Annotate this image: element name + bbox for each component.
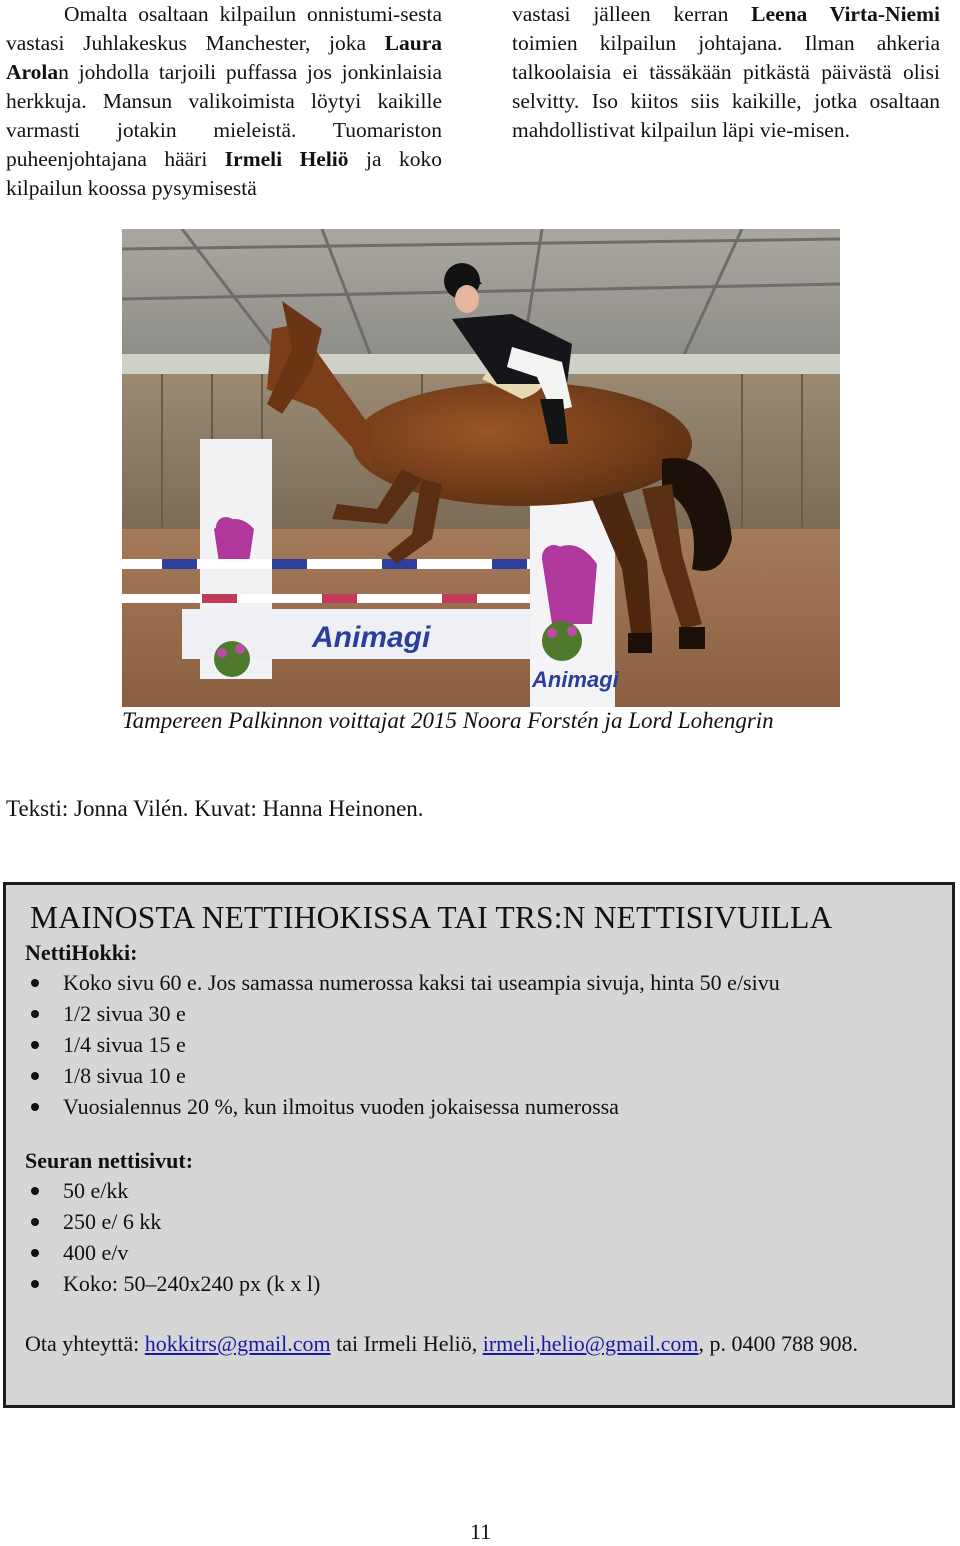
contact-middle: tai Irmeli Heliö, bbox=[330, 1331, 483, 1356]
person-name-laura-arola: Laura Arola bbox=[6, 31, 442, 84]
contact-phone: , p. 0400 788 908. bbox=[698, 1331, 859, 1356]
person-name-irmeli-helio: Irmeli Heliö bbox=[224, 147, 349, 171]
list-item-text: Vuosialennus 20 %, kun ilmoitus vuoden jokaisessa numerossa bbox=[63, 1094, 619, 1119]
text-run: toimien kilpailun johtajana. Ilman ahkeria talkoolaisia ei tässäkään pitkästä päivästä olisi selvitty. Iso kiitos siis kaikille, jotka osaltaan mahdollistivat kilpailun läpi vie-misen. bbox=[512, 31, 940, 142]
article-column-right bbox=[512, 0, 940, 145]
bullet-icon bbox=[31, 1280, 39, 1288]
list-item-text: 1/4 sivua 15 e bbox=[63, 1032, 186, 1057]
article-column-left bbox=[6, 0, 442, 203]
bullet-icon bbox=[31, 979, 39, 987]
list-item-text: 250 e/ 6 kk bbox=[63, 1209, 162, 1234]
photo-caption: Tampereen Palkinnon voittajat 2015 Noora Forstén ja Lord Lohengrin bbox=[122, 708, 774, 733]
nettihokki-price-list bbox=[25, 967, 780, 1122]
page-number: 11 bbox=[470, 1519, 492, 1544]
bullet-icon bbox=[31, 1103, 39, 1111]
article-paragraph-right bbox=[512, 0, 940, 145]
list-item bbox=[25, 998, 780, 1029]
bullet-icon bbox=[31, 1010, 39, 1018]
seura-heading: Seuran nettisivut: bbox=[25, 1148, 194, 1173]
bullet-icon bbox=[31, 1187, 39, 1195]
list-item bbox=[25, 967, 780, 998]
contact-info bbox=[25, 1329, 925, 1359]
svg-text:Animagi: Animagi bbox=[312, 621, 431, 654]
article-paragraph-left bbox=[6, 0, 442, 203]
contact-prefix: Ota yhteyttä: bbox=[25, 1331, 145, 1356]
list-item bbox=[25, 1206, 320, 1237]
list-item bbox=[25, 1091, 780, 1122]
list-item-text: 1/2 sivua 30 e bbox=[63, 1001, 186, 1026]
list-item bbox=[25, 1237, 320, 1268]
list-item-text: 50 e/kk bbox=[63, 1178, 129, 1203]
bullet-icon bbox=[31, 1218, 39, 1226]
advertising-info-box bbox=[3, 882, 955, 1408]
list-item-text: 1/8 sivua 10 e bbox=[63, 1063, 186, 1088]
person-name-leena-virta-niemi: Leena Virta-Niemi bbox=[751, 2, 940, 26]
show-jumping-photo bbox=[122, 229, 840, 707]
list-item bbox=[25, 1268, 320, 1299]
list-item bbox=[25, 1029, 780, 1060]
text-run: ja koko kilpailun koossa pysymisestä bbox=[6, 147, 442, 200]
list-item bbox=[25, 1175, 320, 1206]
nettihokki-heading: NettiHokki: bbox=[25, 940, 138, 965]
list-item-text: Koko sivu 60 e. Jos samassa numerossa kaksi tai useampia sivuja, hinta 50 e/sivu bbox=[63, 970, 780, 995]
article-credits: Teksti: Jonna Vilén. Kuvat: Hanna Heinonen. bbox=[6, 796, 424, 821]
text-run: n johdolla tarjoili puffassa jos jonkinlaisia herkkuja. Mansun valikoimista löytyi kaikille varmasti jotakin mieleistä. Tuomariston puheenjohtajana hääri bbox=[6, 60, 442, 171]
seura-price-list bbox=[25, 1175, 320, 1299]
svg-text:Animagi: Animagi bbox=[532, 667, 619, 692]
bullet-icon bbox=[31, 1072, 39, 1080]
text-run: Omalta osaltaan kilpailun onnistumi-sesta vastasi Juhlakeskus Manchester, joka bbox=[6, 2, 442, 55]
text-run: vastasi jälleen kerran bbox=[512, 2, 752, 26]
email-link-irmeli-helio[interactable]: irmeli,helio@gmail.com bbox=[482, 1331, 699, 1356]
list-item bbox=[25, 1060, 780, 1091]
list-item-text: 400 e/v bbox=[63, 1240, 129, 1265]
email-link-hokkitrs[interactable]: hokkitrs@gmail.com bbox=[144, 1331, 331, 1356]
ad-box-title: MAINOSTA NETTIHOKISSA TAI TRS:N NETTISIVUILLA bbox=[30, 900, 833, 935]
bullet-icon bbox=[31, 1249, 39, 1257]
list-item-text: Koko: 50–240x240 px (k x l) bbox=[63, 1271, 321, 1296]
bullet-icon bbox=[31, 1041, 39, 1049]
